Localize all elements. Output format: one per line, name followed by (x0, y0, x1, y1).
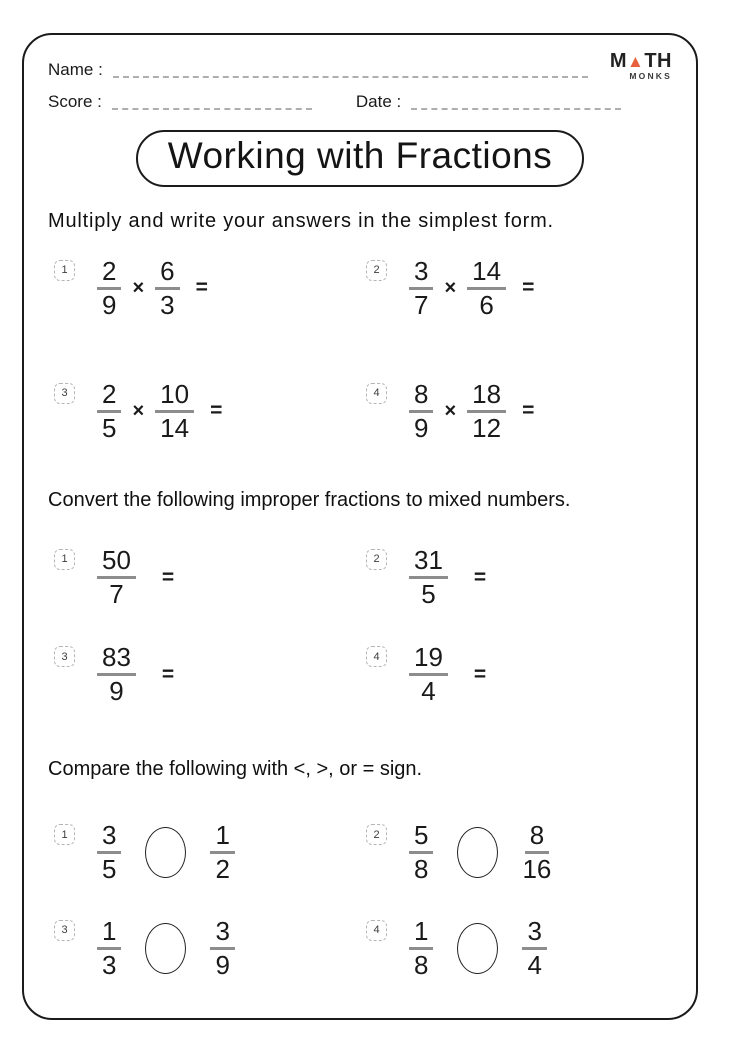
fraction: $\frac{18}{12}$ (467, 380, 506, 443)
comparison-answer-circle (457, 923, 498, 974)
multiply-problem-1 (48, 257, 360, 320)
fraction: $\frac{3}{4}$ (522, 917, 546, 980)
multiply-problem-2 (360, 257, 672, 320)
comparison-answer-circle (145, 923, 186, 974)
compare-problem-2 (360, 821, 672, 884)
problem-number-badge: 1 (54, 549, 75, 570)
problem-number-badge: 2 (366, 260, 387, 281)
problem-number-badge: 4 (366, 920, 387, 941)
fraction: $\frac{6}{3}$ (155, 257, 179, 320)
logo-triangle-icon: ▲ (627, 52, 645, 71)
multiply-problem-4 (360, 380, 672, 443)
section1-instruction: Multiply and write your answers in the simplest form. (48, 209, 554, 232)
fraction: $\frac{1}{3}$ (97, 917, 121, 980)
multiply-problem-3 (48, 380, 360, 443)
fraction: $\frac{8}{16}$ (522, 820, 552, 885)
problem-number-badge: 3 (54, 920, 75, 941)
title-container (48, 130, 672, 187)
problem-number-badge: 1 (54, 824, 75, 845)
equals-sign: = (195, 276, 208, 300)
multiply-sign: × (132, 276, 145, 299)
header-name-row (48, 51, 672, 81)
name-label: Name : (48, 59, 103, 79)
compare-problem-1 (48, 821, 360, 884)
fraction: $\frac{8}{9}$ (409, 380, 433, 443)
fraction: $\frac{3}{9}$ (210, 917, 234, 980)
equals-sign: = (161, 565, 175, 589)
date-blank-line (411, 94, 621, 110)
date-label: Date : (355, 91, 402, 111)
fraction: $\frac{1}{2}$ (210, 821, 234, 884)
comparison-answer-circle (145, 827, 186, 878)
fraction: $\frac{2}{5}$ (97, 380, 121, 443)
problem-number-badge: 4 (366, 646, 387, 667)
problem-number-badge: 3 (54, 383, 75, 404)
convert-problem-4 (360, 643, 672, 706)
problem-number-badge: 3 (54, 646, 75, 667)
multiply-sign: × (444, 399, 457, 422)
worksheet-page (22, 33, 698, 1020)
convert-problem-3 (48, 643, 360, 706)
math-monks-logo (610, 51, 672, 81)
problem-number-badge: 1 (54, 260, 75, 281)
equals-sign: = (210, 399, 223, 423)
score-blank-line (112, 94, 312, 110)
page-title: Working with Fractions (136, 130, 585, 187)
multiply-sign: × (444, 276, 457, 299)
section2-instruction: Convert the following improper fractions to mixed numbers. (48, 488, 571, 511)
fraction: $\frac{31}{5}$ (409, 546, 448, 609)
logo-math-text: M▲TH (609, 50, 672, 72)
equals-sign: = (473, 565, 487, 589)
fraction: $\frac{50}{7}$ (97, 546, 136, 609)
compare-problem-3 (48, 917, 360, 980)
multiply-sign: × (132, 399, 145, 422)
equals-sign: = (522, 399, 535, 423)
convert-problem-1 (48, 546, 360, 609)
logo-monks-text: MONKS (629, 71, 672, 81)
convert-problem-2 (360, 546, 672, 609)
fraction: $\frac{3}{5}$ (97, 821, 121, 884)
problem-number-badge: 2 (366, 824, 387, 845)
compare-problem-4 (360, 917, 672, 980)
score-label: Score : (48, 91, 102, 111)
section2-problems (48, 546, 672, 706)
section3-problems (48, 821, 672, 979)
equals-sign: = (473, 662, 487, 686)
fraction: $\frac{2}{9}$ (97, 257, 121, 320)
section1-problems (48, 257, 672, 443)
fraction: $\frac{19}{4}$ (409, 643, 448, 706)
problem-number-badge: 2 (366, 549, 387, 570)
fraction: $\frac{5}{8}$ (409, 821, 433, 884)
fraction: $\frac{3}{7}$ (409, 257, 433, 320)
problem-number-badge: 4 (366, 383, 387, 404)
section3-instruction: Compare the following with <, >, or = sign. (48, 758, 423, 781)
fraction: $\frac{14}{6}$ (467, 257, 506, 320)
name-blank-line (113, 62, 588, 78)
fraction: $\frac{1}{8}$ (409, 917, 433, 980)
comparison-answer-circle (457, 827, 498, 878)
equals-sign: = (522, 276, 535, 300)
equals-sign: = (161, 662, 175, 686)
fraction: $\frac{83}{9}$ (97, 643, 136, 706)
header-score-date-row (48, 92, 672, 113)
fraction: $\frac{10}{14}$ (155, 380, 194, 443)
